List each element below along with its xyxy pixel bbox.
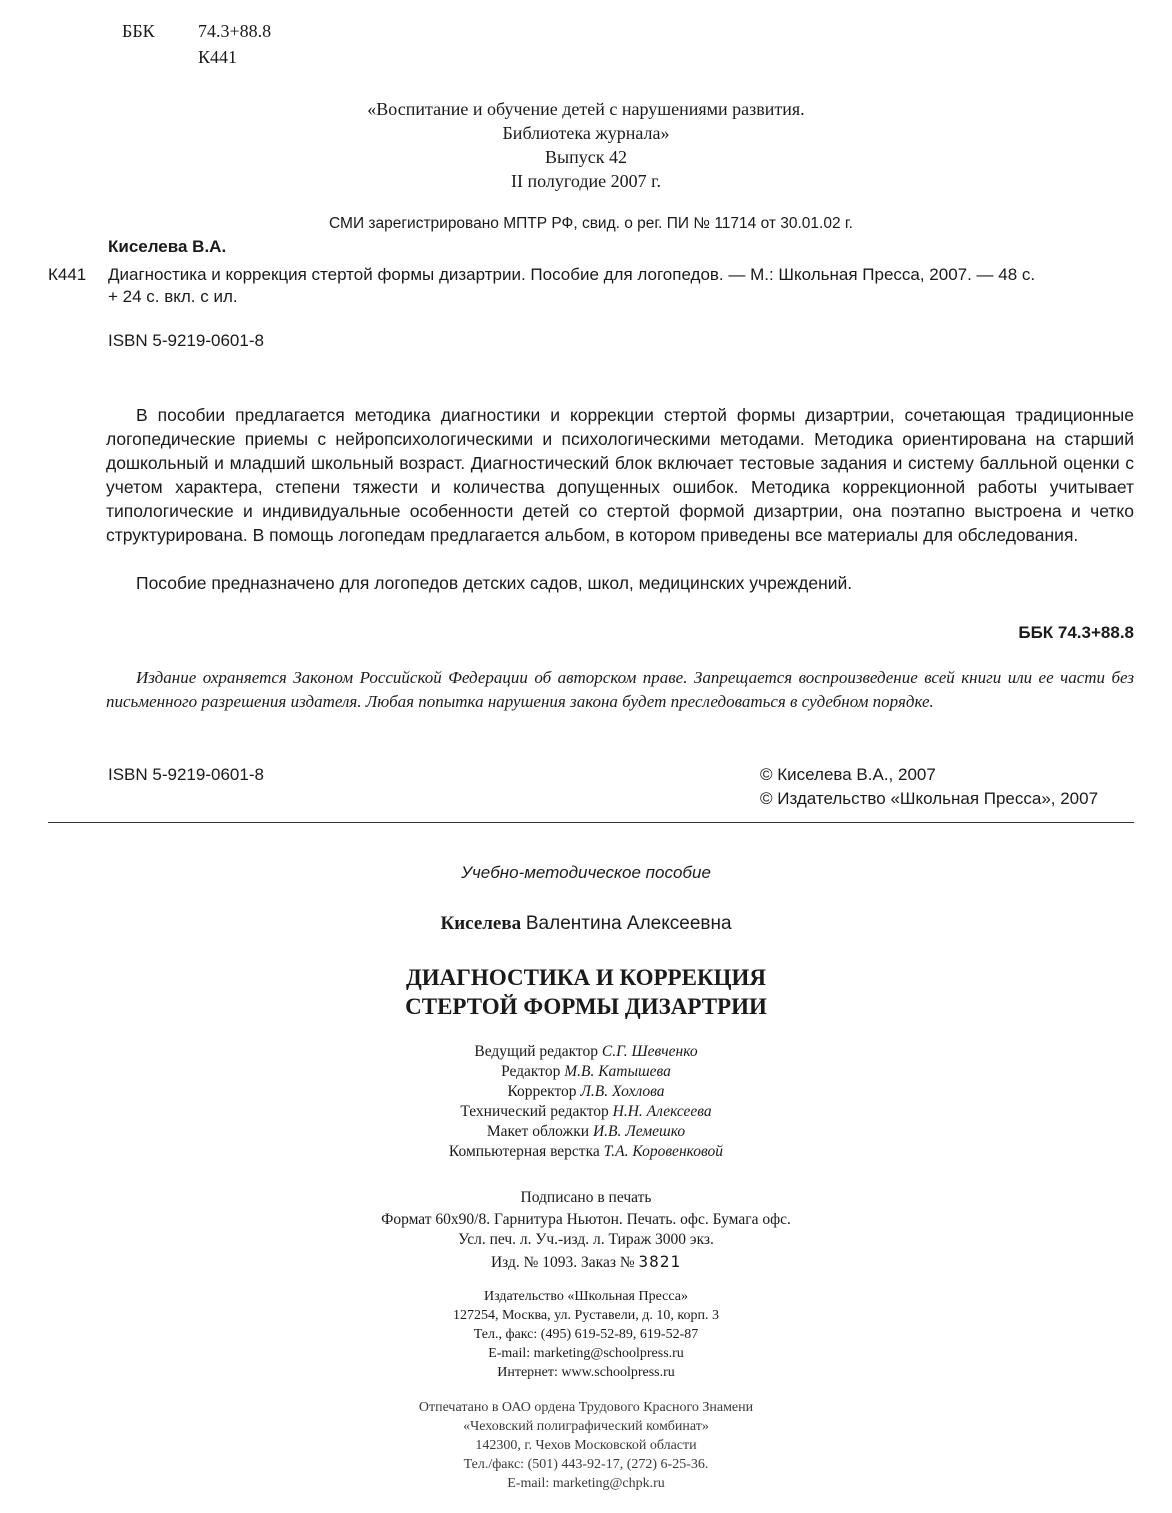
staff-row xyxy=(0,1042,1172,1062)
staff-role: Макет обложки xyxy=(486,1123,590,1140)
staff-role: Технический редактор xyxy=(460,1103,609,1120)
staff-name: Л.В. Хохлова xyxy=(580,1083,665,1100)
print-format: Формат 60х90/8. Гарнитура Ньютон. Печать. офс. Бумага офс. xyxy=(381,1211,791,1228)
staff-row xyxy=(0,1102,1172,1122)
print-order-number: 3821 xyxy=(638,1252,682,1271)
catalog-isbn: ISBN 5-9219-0601-8 xyxy=(108,331,264,350)
publisher-address: 127254, Москва, ул. Руставели, д. 10, корп. 3 xyxy=(453,1308,719,1323)
bbk-right: ББК 74.3+88.8 xyxy=(1018,623,1134,642)
staff-row xyxy=(0,1062,1172,1082)
print-signed: Подписано в печать xyxy=(520,1189,652,1206)
copyright-publisher: © Издательство «Школьная Пресса», 2007 xyxy=(760,789,1099,808)
staff-row xyxy=(0,1082,1172,1102)
staff-role: Компьютерная верстка xyxy=(448,1143,600,1160)
publisher-phone: Тел., факс: (495) 619-52-89, 619-52-87 xyxy=(473,1327,699,1342)
isbn-bottom: ISBN 5-9219-0601-8 xyxy=(108,765,264,784)
printer-phone: Тел./факс: (501) 443-92-17, (272) 6-25-36. xyxy=(463,1457,709,1472)
printer-line-1: Отпечатано в ОАО ордена Трудового Красного Знамени xyxy=(418,1400,754,1415)
series-line-1: «Воспитание и обучение детей с нарушениями развития. xyxy=(367,99,805,119)
series-issue: Выпуск 42 xyxy=(545,147,627,167)
printer-email: E-mail: marketing@chpk.ru xyxy=(507,1476,665,1491)
catalog-mark: К441 xyxy=(48,265,87,284)
staff-role: Ведущий редактор xyxy=(474,1043,598,1060)
catalog-description: Диагностика и коррекция стертой формы дизартрии. Пособие для логопедов. — М.: Школьная Пресса, 2007. — 48 с. xyxy=(108,265,1036,284)
book-title-line-2: СТЕРТОЙ ФОРМЫ ДИЗАРТРИИ xyxy=(405,994,767,1019)
copyright-notice: Издание охраняется Законом Российской Федерации об авторском праве. Запрещается воспроизведение всей книги или ее части без письменного разрешения издателя. Любая попытка нарушения закона будет преследоваться в судебном порядке. xyxy=(106,668,1134,711)
bbk-code: 74.3+88.8 xyxy=(198,21,272,41)
author-mark: К441 xyxy=(198,47,238,67)
divider xyxy=(48,822,1134,823)
registration-notice: СМИ зарегистрировано МПТР РФ, свид. о рег. ПИ № 11714 от 30.01.02 г. xyxy=(329,215,853,232)
imprint-author xyxy=(0,912,1172,936)
abstract-paragraph: В пособии предлагается методика диагностики и коррекции стертой формы дизартрии, сочетающая традиционные логопедические приемы с нейропсихологическими и психологическими методами. Методика ориентирована на старший дошкольный и младший школьный возраст. Диагностический блок включает тестовые задания и систему балльной оценки с учетом характера, степени тяжести и количества допущенных ошибок. Методика коррекционной работы учитывает типологические и индивидуальные особенности детей со стертой формой дизартрии, она поэтапно выстроена и четко структурирована. В помощь логопедам предлагается альбом, в котором приведены все материалы для обследования. xyxy=(106,405,1134,545)
print-order xyxy=(0,1252,1172,1273)
publisher-name: Издательство «Школьная Пресса» xyxy=(484,1289,688,1304)
staff-name: С.Г. Шевченко xyxy=(601,1043,698,1060)
imprint-author-first: Валентина Алексеевна xyxy=(525,913,732,934)
staff-name: Н.Н. Алексеева xyxy=(612,1103,712,1120)
print-sheets: Усл. печ. л. Уч.-изд. л. Тираж 3000 экз. xyxy=(458,1231,714,1248)
staff-name: И.В. Лемешко xyxy=(592,1123,686,1140)
printer-address: 142300, г. Чехов Московской области xyxy=(475,1438,697,1453)
bbk-label: ББК xyxy=(122,21,155,41)
book-title-line-1: ДИАГНОСТИКА И КОРРЕКЦИЯ xyxy=(405,965,767,990)
staff-name: М.В. Катышева xyxy=(564,1063,671,1080)
publisher-website: Интернет: www.schoolpress.ru xyxy=(497,1365,675,1380)
catalog-author: Киселева В.А. xyxy=(108,237,227,256)
abstract-audience: Пособие предназначено для логопедов детских садов, школ, медицинских учреждений. xyxy=(136,573,853,593)
staff-role: Редактор xyxy=(501,1063,561,1080)
publisher-email: E-mail: marketing@schoolpress.ru xyxy=(488,1346,684,1361)
copyright-author: © Киселева В.А., 2007 xyxy=(760,765,936,784)
staff-role: Корректор xyxy=(507,1083,577,1100)
series-half-year: II полугодие 2007 г. xyxy=(511,171,661,191)
imprint-author-last: Киселева xyxy=(440,913,522,934)
print-order-label: Изд. № 1093. Заказ № xyxy=(490,1254,635,1271)
publication-type: Учебно-методическое пособие xyxy=(461,863,711,882)
staff-name: Т.А. Коровенковой xyxy=(603,1143,724,1160)
staff-row xyxy=(0,1142,1172,1162)
printer-name: «Чеховский полиграфический комбинат» xyxy=(463,1419,709,1434)
series-line-2: Библиотека журнала» xyxy=(502,123,670,143)
catalog-description-cont: + 24 с. вкл. с ил. xyxy=(108,287,238,306)
staff-row xyxy=(0,1122,1172,1142)
